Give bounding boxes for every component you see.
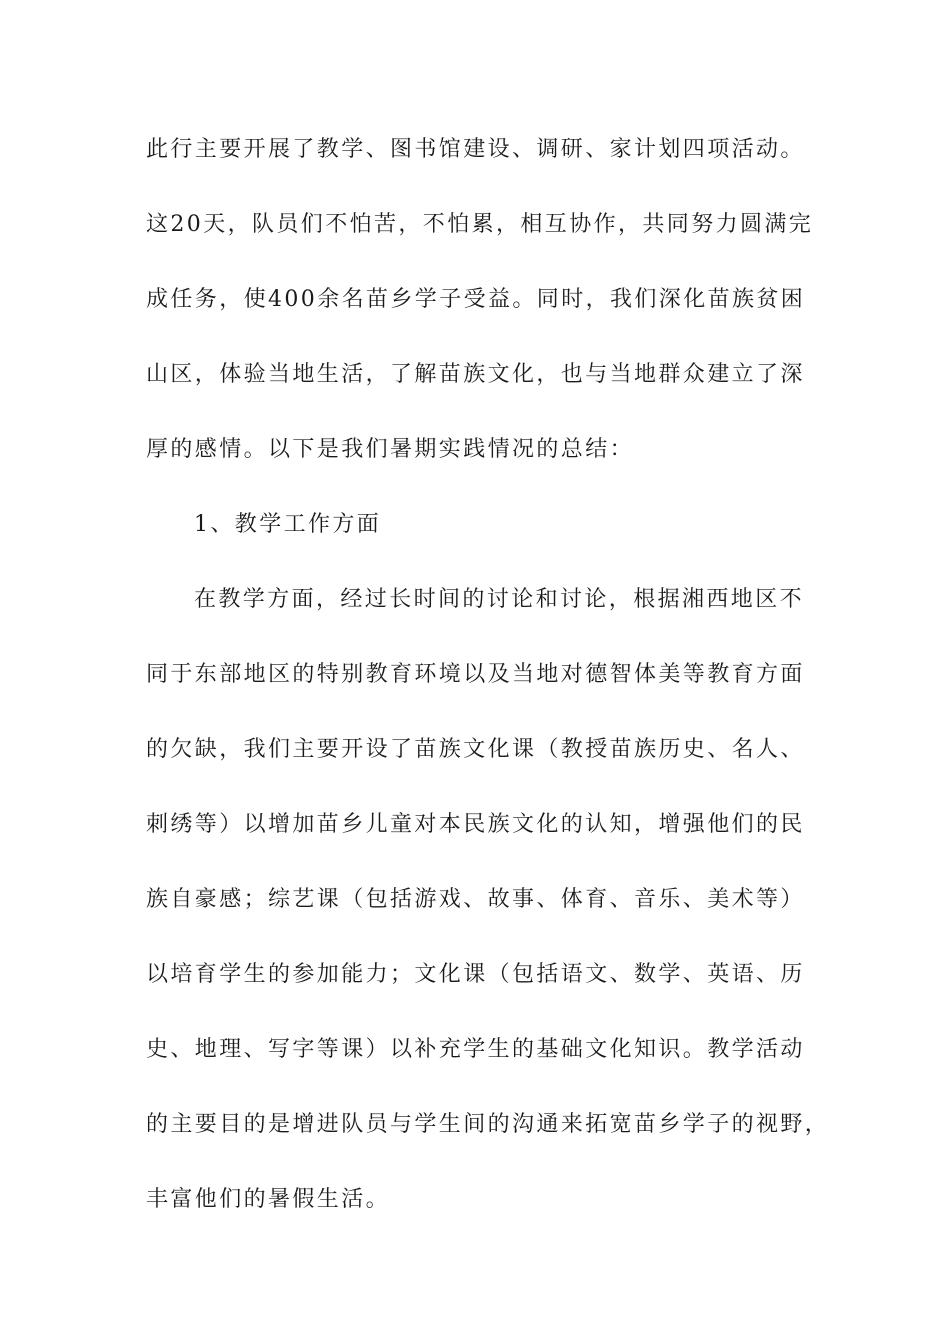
paragraph-line: 以培育学生的参加能力；文化课（包括语文、数学、英语、历 [146, 962, 805, 987]
paragraph-line: 同于东部地区的特别教育环境以及当地对德智体美等教育方面 [146, 662, 805, 687]
paragraph-line: 族自豪感；综艺课（包括游戏、故事、体育、音乐、美术等） [146, 887, 805, 912]
paragraph-line: 成任务，使400余名苗乡学子受益。同时，我们深化苗族贫困 [146, 287, 806, 312]
document-body [146, 128, 830, 1253]
section-heading: 1、教学工作方面 [194, 512, 382, 537]
paragraph-line: 丰富他们的暑假生活。 [146, 1187, 391, 1212]
paragraph-line: 刺绣等）以增加苗乡儿童对本民族文化的认知，增强他们的民 [146, 812, 805, 837]
paragraph-line: 在教学方面，经过长时间的讨论和讨论，根据湘西地区不 [194, 587, 805, 612]
paragraph-line: 史、地理、写字等课）以补充学生的基础文化知识。教学活动 [146, 1037, 805, 1062]
paragraph-line: 的主要目的是增进队员与学生间的沟通来拓宽苗乡学子的视野， [146, 1112, 830, 1137]
paragraph-line: 山区，体验当地生活，了解苗族文化，也与当地群众建立了深 [146, 362, 805, 387]
paragraph-line: 厚的感情。以下是我们暑期实践情况的总结： [146, 437, 635, 462]
paragraph-line: 此行主要开展了教学、图书馆建设、调研、家计划四项活动。 [146, 137, 805, 162]
paragraph-line: 的欠缺，我们主要开设了苗族文化课（教授苗族历史、名人、 [146, 737, 805, 762]
paragraph-line: 这20天，队员们不怕苦，不怕累，相互协作，共同努力圆满完 [146, 212, 814, 237]
